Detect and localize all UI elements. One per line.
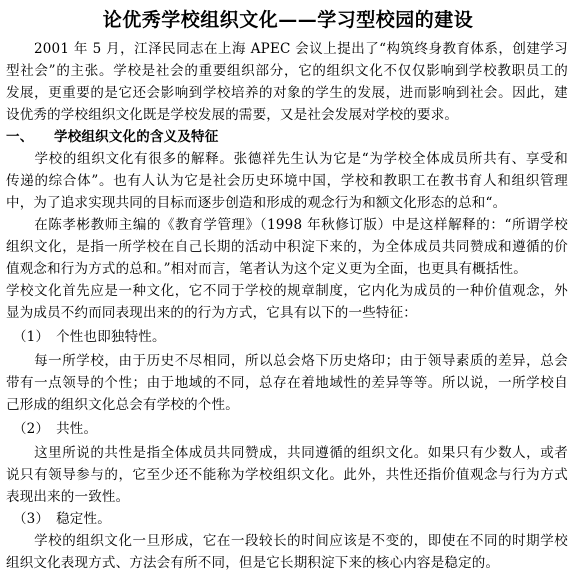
paragraph-line: 学校的组织文化有很多的解释。张德祥先生认为它是“为学校全体成员所共有、享受和	[6, 151, 568, 167]
paragraph-line: 型社会”的主张。学校是社会的重要组织部分，它的组织文化不仅仅影响到学校教职员工的	[6, 63, 568, 79]
subsection-heading: （3） 稳定性。	[6, 511, 111, 527]
paragraph-line: 学校的组织文化一旦形成，它在一段较长的时间应该是不变的，即使在不同的时期学校	[6, 533, 568, 549]
paragraph-line: 这里所说的共性是指全体成员共同赞成，共同遵循的组织文化。如果只有少数人，或者	[6, 445, 568, 461]
paragraph-line: 说只有领导参与的，它至少还不能称为学校组织文化。此外，共性还指价值观念与行为方式	[6, 467, 568, 483]
paragraph-line: 己形成的组织文化总会有学校的个性。	[6, 397, 239, 413]
paragraph-line: 学校文化首先应是一种文化，它不同于学校的规章制度，它内化为成员的一种价值观念，外	[6, 283, 568, 299]
paragraph-line: 中，为了追求实现共同的目标而逐步创造和形成的观念行为和额文化形态的总和“。	[6, 195, 507, 211]
subsection-heading: （1） 个性也即独特性。	[6, 329, 166, 345]
section-heading: 一、 学校组织文化的含义及特征	[6, 129, 219, 145]
paragraph-line: 组织文化，是指一所学校在自己长期的活动中积淀下来的，为全体成员共同赞成和遵循的价	[6, 239, 568, 255]
paragraph-line: 显为成员不约而同表现出来的的行为方式，它具有以下的一些特征：	[6, 305, 417, 321]
paragraph-line: 组织文化表现方式、方法会有所不同，但是它长期积淀下来的核心内容是稳定的。	[6, 555, 500, 571]
paragraph-line: 带有一点领导的个性；由于地域的不同，总存在着地域性的差异等等。所以说，一所学校自	[6, 375, 568, 391]
subsection-heading: （2） 共性。	[6, 421, 98, 437]
paragraph-line: 在陈孝彬教师主编的《教育学管理》（1998 年秋修订版）中是这样解释的：“所谓学校	[6, 217, 568, 233]
paragraph-line: 值观念和行为方式的总和。”相对而言，笔者认为这个定义更为全面，也更具有概括性。	[6, 261, 527, 277]
paragraph-line: 2001 年 5 月，江泽民同志在上海 APEC 会议上提出了“构筑终身教育体系，创建学习	[6, 41, 568, 57]
paragraph-line: 设优秀的学校组织文化既是学校发展的需要，又是社会发展对学校的要求。	[6, 107, 459, 123]
paragraph-line: 传递的综合体”。也有人认为它是社会历史环境中国，学校和教职工在教书育人和组织管理	[6, 173, 568, 189]
paragraph-line: 发展，更重要的是它还会影响到学校培养的对象的学生的发展，进而影响到社会。因此，建	[6, 85, 568, 101]
paragraph-line: 表现出来的一致性。	[6, 489, 130, 505]
document-title: 论优秀学校组织文化——学习型校园的建设	[102, 9, 474, 31]
paragraph-line: 每一所学校，由于历史不尽相同，所以总会烙下历史烙印；由于领导素质的差异，总会	[6, 353, 568, 369]
